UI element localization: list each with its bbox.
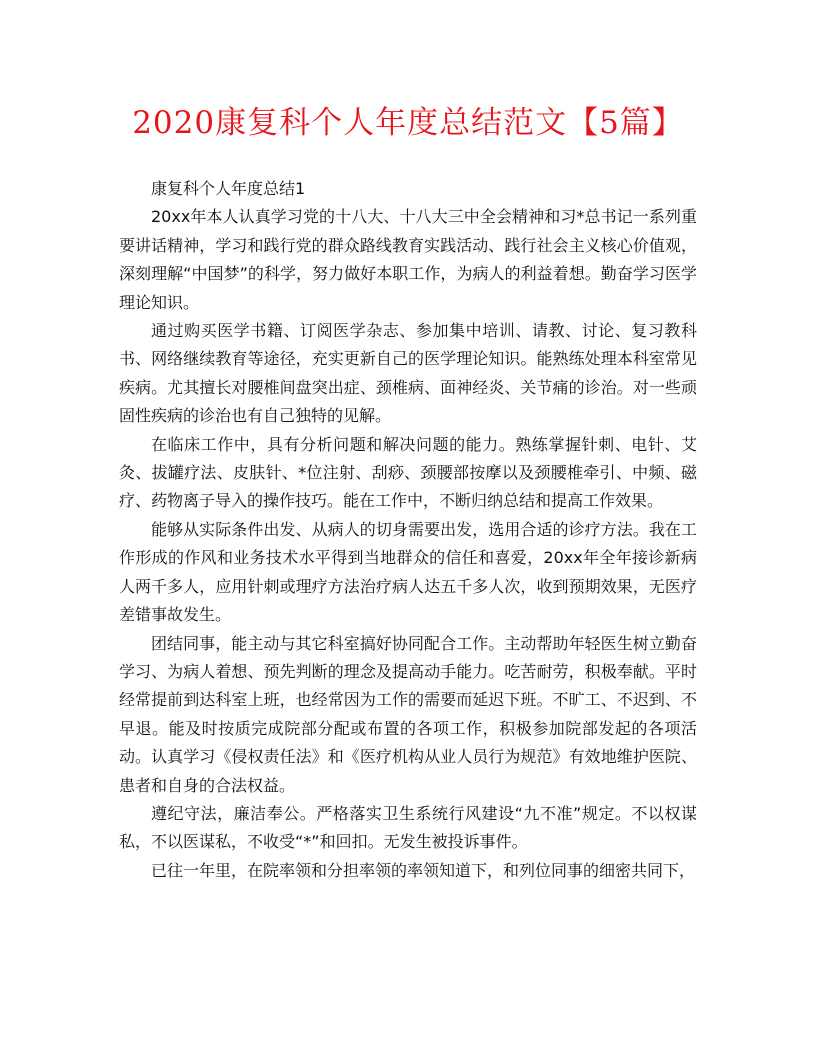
paragraph: 遵纪守法，廉洁奉公。严格落实卫生系统行风建设“九不准”规定。不以权谋私，不以医谋私，不收受“*”和回扣。无发生被投诉事件。 xyxy=(119,803,697,852)
document-title: 2020康复科个人年度总结范文【5篇】 xyxy=(132,105,684,141)
paragraph: 能够从实际条件出发、从病人的切身需要出发，选用合适的诊疗方法。我在工作形成的作风和业务技术水平得到当地群众的信任和喜爱，20xx年全年接诊新病人两千多人，应用针刺或理疗方法治疗病人达五千多人次，收到预期效果，无医疗差错事故发生。 xyxy=(119,519,697,625)
paragraph: 在临床工作中，具有分析问题和解决问题的能力。熟练掌握针刺、电针、艾灸、拔罐疗法、皮肤针、*位注射、刮痧、颈腰部按摩以及颈腰椎牵引、中频、磁疗、药物离子导入的操作技巧。能在工作中，不断归纳总结和提高工作效果。 xyxy=(119,434,697,511)
document-body xyxy=(119,175,697,885)
section-heading: 康复科个人年度总结1 xyxy=(151,179,306,198)
paragraph: 已往一年里，在院率领和分担率领的率领知道下，和列位同事的细密共同下， xyxy=(151,860,696,880)
paragraph: 团结同事，能主动与其它科室搞好协同配合工作。主动帮助年轻医生树立勤奋学习、为病人着想、预先判断的理念及提高动手能力。吃苦耐劳，积极奉献。平时经常提前到达科室上班，也经常因为工作的需要而延迟下班。不旷工、不迟到、不早退。能及时按质完成院部分配或布置的各项工作，积极参加院部发起的各项活动。认真学习《侵权责任法》和《医疗机构从业人员行为规范》有效地维护医院、患者和自身的合法权益。 xyxy=(119,633,697,795)
paragraph: 20xx年本人认真学习党的十八大、十八大三中全会精神和习*总书记一系列重要讲话精神，学习和践行党的群众路线教育实践活动、践行社会主义核心价值观，深刻理解“中国梦”的科学，努力做好本职工作，为病人的利益着想。勤奋学习医学理论知识。 xyxy=(119,207,697,312)
paragraph: 通过购买医学书籍、订阅医学杂志、参加集中培训、请教、讨论、复习教科书、网络继续教育等途径，充实更新自己的医学理论知识。能熟练处理本科室常见疾病。尤其擅长对腰椎间盘突出症、颈椎病、面神经炎、关节痛的诊治。对一些顽固性疾病的诊治也有自己独特的见解。 xyxy=(119,321,697,426)
